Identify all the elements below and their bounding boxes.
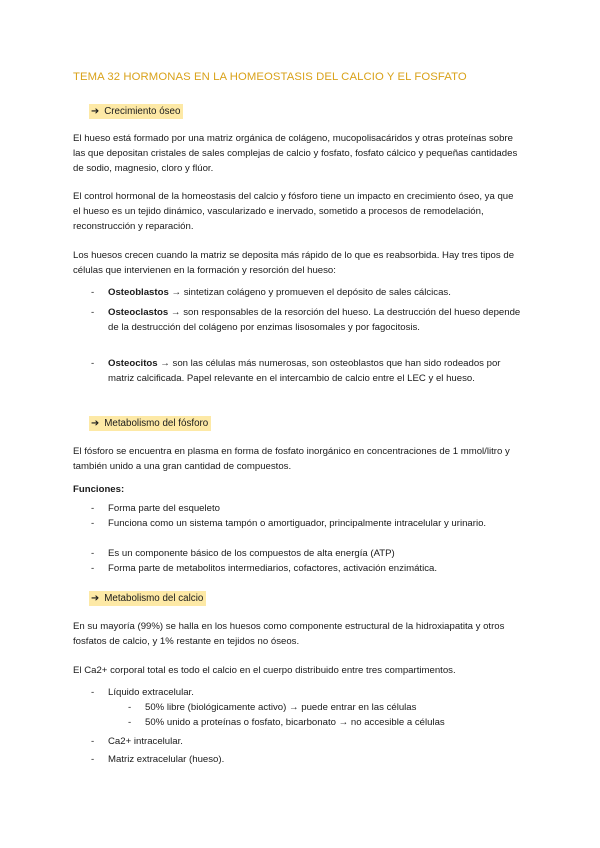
arrow-icon: ➔ <box>91 593 100 604</box>
list-item <box>108 286 523 301</box>
term-description: → sintetizan colágeno y promueven el depósito de sales cálcicas. <box>168 287 451 298</box>
list-bullet: - <box>91 736 95 747</box>
sublist-item: 50% unido a proteínas o fosfato, bicarbonato → no accesible a células <box>145 717 445 728</box>
list-bullet: - <box>91 563 95 574</box>
term: Osteoclastos <box>108 307 169 318</box>
list-bullet: - <box>91 754 95 765</box>
list-bullet: - <box>91 503 95 514</box>
section-heading-label: Metabolismo del calcio <box>104 593 204 604</box>
list-bullet: - <box>91 518 95 529</box>
sublist-bullet: - <box>128 702 132 713</box>
paragraph: El Ca2+ corporal total es todo el calcio en el cuerpo distribuido entre tres compartimentos. <box>73 665 456 676</box>
list-item: Forma parte de metabolitos intermediarios, cofactores, activación enzimática. <box>108 563 437 574</box>
paragraph: Los huesos crecen cuando la matriz se deposita más rápido de lo que es reabsorbida. Hay tres tipos de células que intervienen en la formación y resorción del hueso: <box>73 250 515 276</box>
paragraph: El control hormonal de la homeostasis del calcio y fósforo tiene un impacto en crecimiento óseo, ya que el hueso es un tejido dinámico, vascularizado e inervado, sometido a procesos de remodelación, reconstrucción y reparación. <box>73 191 514 232</box>
paragraph: En su mayoría (99%) se halla en los huesos como componente estructural de la hidroxiapatita y otros fosfatos de calcio, y 1% restante en tejidos no óseos. <box>73 621 505 647</box>
list-item: Funciona como un sistema tampón o amortiguador, principalmente intracelular y urinario. <box>108 518 487 529</box>
term-description: → son las células más numerosas, son osteoblastos que han sido rodeados por matriz calcificada. Papel relevante en el intercambio de calcio entre el LEC y el hueso. <box>108 358 501 384</box>
sublist-item: 50% libre (biológicamente activo) → puede entrar en las células <box>145 702 417 713</box>
paragraph: El fósforo se encuentra en plasma en forma de fosfato inorgánico en concentraciones de 1 mmol/litro y también unido a una gran cantidad de compuestos. <box>73 446 510 472</box>
section-heading-fosforo <box>89 416 211 431</box>
paragraph: El hueso está formado por una matriz orgánica de colágeno, mucopolisacáridos y otras proteínas sobre las que depositan cristales de sales complejas de calcio y fosfato, fosfato cálcico y pequeñas cantidades de sodio, magnesio, cloro y flúor. <box>73 133 518 174</box>
list-bullet: - <box>91 548 95 559</box>
section-heading-calcio <box>89 591 206 606</box>
list-item: Es un componente básico de los compuestos de alta energía (ATP) <box>108 548 395 559</box>
page-title: TEMA 32 HORMONAS EN LA HOMEOSTASIS DEL CALCIO Y EL FOSFATO <box>73 71 467 83</box>
list-bullet: - <box>91 287 95 298</box>
list-item <box>108 306 523 336</box>
arrow-icon: ➔ <box>91 106 100 117</box>
section-heading-crecimiento <box>89 104 183 119</box>
term: Osteoblastos <box>108 287 169 298</box>
list-item: Ca2+ intracelular. <box>108 736 183 747</box>
list-bullet: - <box>91 358 95 369</box>
list-item <box>108 357 523 387</box>
term-description: → son responsables de la resorción del hueso. La destrucción del hueso depende de la destrucción del colágeno por enzimas lisosomales y por fagocitosis. <box>108 307 521 333</box>
term: Osteocitos <box>108 358 158 369</box>
list-item: Matriz extracelular (hueso). <box>108 754 225 765</box>
list-bullet: - <box>91 687 95 698</box>
section-heading-label: Metabolismo del fósforo <box>104 418 209 429</box>
list-item: Forma parte del esqueleto <box>108 503 220 514</box>
section-heading-label: Crecimiento óseo <box>104 106 181 117</box>
funciones-label: Funciones: <box>73 484 125 495</box>
list-item: Líquido extracelular. <box>108 687 194 698</box>
list-bullet: - <box>91 307 95 318</box>
arrow-icon: ➔ <box>91 418 100 429</box>
sublist-bullet: - <box>128 717 132 728</box>
